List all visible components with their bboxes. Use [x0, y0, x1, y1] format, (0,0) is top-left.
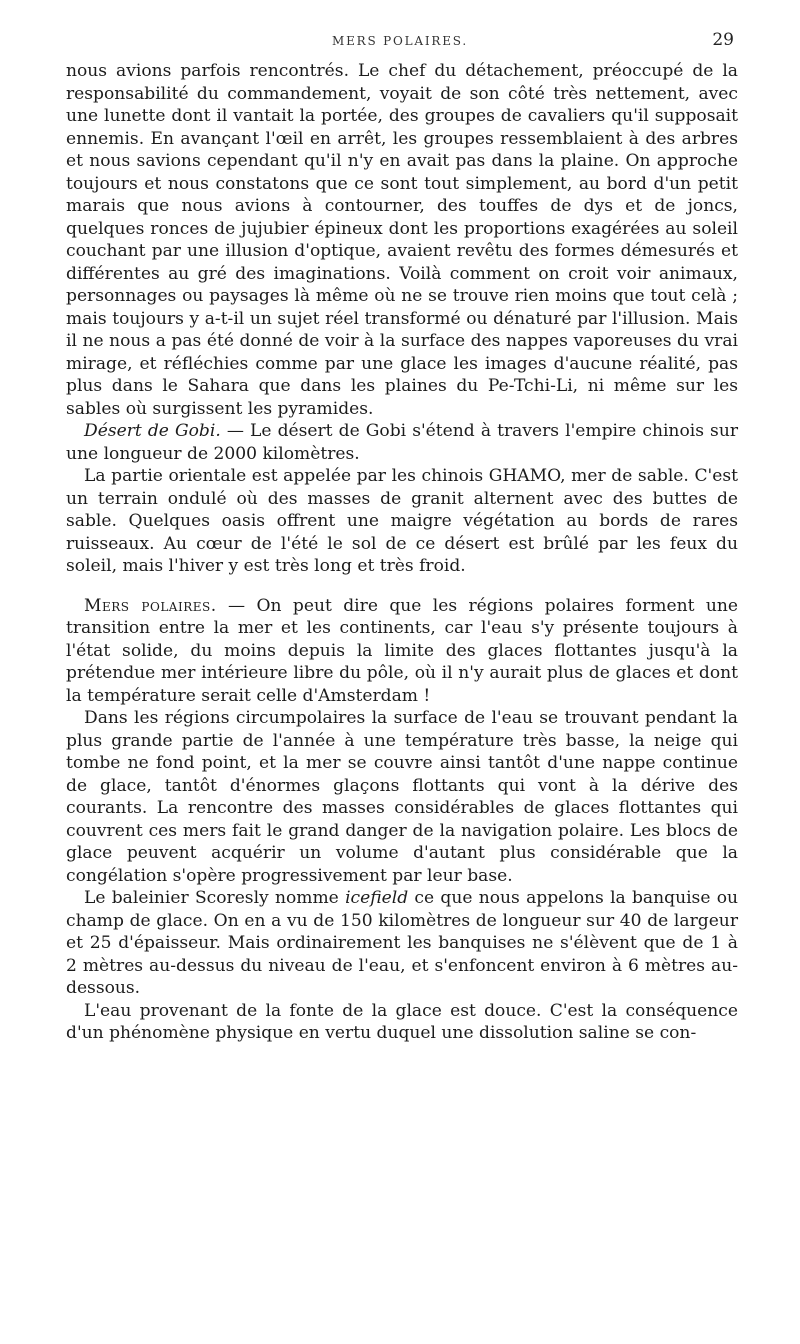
paragraph-text: — On peut dire que les régions polaires forment une transition entre la mer et les continents, car l'eau s'y présente toujours à l'état solide, du moins depuis la limite des glaces flottantes jusqu'à la prétendue mer intérieure libre du pôle, où il n'y aurait plus de glaces et dont la température serait celle d'Amsterdam !	[66, 595, 738, 706]
section-heading-mers-polaires: Mers polaires.	[84, 595, 217, 616]
paragraph	[66, 420, 738, 465]
paragraph	[66, 1000, 738, 1045]
paragraph-text: L'eau provenant de la fonte de la glace est douce. C'est la conséquence d'un phénomène physique en vertu duquel une dissolution saline se con-	[66, 1000, 738, 1043]
paragraph-text: Le baleinier Scoresly nomme	[84, 888, 346, 908]
paragraph-text: nous avions parfois rencontrés. Le chef du détachement, préoccupé de la responsabilité du commandement, voyait de son côté très nettement, avec une lunette dont il vantait la portée, des groupes de cavaliers qu'il supposait ennemis. En avançant l'œil en arrêt, les groupes ressemblaient à des arbres et nous savions cependant qu'il n'y en avait pas dans la plaine. On approche toujours et nous constatons que ce sont tout simplement, au bord d'un petit marais que nous avions à contourner, des touffes de dys et de joncs, quelques ronces de jujubier épineux dont les proportions exagérées au soleil couchant par une illusion d'optique, avaient revêtu des formes démesurés et différentes au gré des imaginations. Voilà comment on croit voir animaux, personnages ou paysages là même où ne se trouve rien moins que tout celà ; mais toujours y a-t-il un sujet réel transformé ou dénaturé par l'illusion. Mais il ne nous a pas été donné de voir à la surface des nappes vaporeuses du vrai mirage, et réfléchies comme par une glace les images d'aucune réalité, pas plus dans le Sahara que dans les plaines du Pe-Tchi-Li, ni même sur les sables où surgissent les pyramides.	[66, 61, 738, 419]
page-number: 29	[712, 30, 734, 50]
section-heading-gobi: Désert de Gobi.	[84, 421, 221, 441]
paragraph-text: — Le désert de Gobi s'étend à travers l'empire chinois sur une longueur de 2000 kilomètres.	[66, 421, 739, 464]
running-head	[66, 30, 734, 52]
paragraph	[66, 595, 738, 708]
paragraph	[66, 887, 738, 1000]
paragraph	[66, 465, 738, 578]
paragraph	[66, 60, 738, 420]
italic-term: icefield	[345, 888, 409, 908]
running-title: MERS POLAIRES.	[331, 34, 468, 48]
body-text	[66, 60, 738, 1045]
paragraph-text: La partie orientale est appelée par les chinois GHAMO, mer de sable. C'est un terrain ondulé où des masses de granit alternent avec des buttes de sable. Quelques oasis offrent une maigre végétation au bords de rares ruisseaux. Au cœur de l'été le sol de ce désert est brûlé par les feux du soleil, mais l'hiver y est très long et très froid.	[66, 466, 738, 576]
paragraph-text: Dans les régions circumpolaires la surface de l'eau se trouvant pendant la plus grande partie de l'année à une température très basse, la neige qui tombe ne fond point, et la mer se couvre ainsi tantôt d'une nappe continue de glace, tantôt d'énormes glaçons flottants qui vont à la dérive des courants. La rencontre des masses considérables de glaces flottantes qui couvrent ces mers fait le grand danger de la navigation polaire. Les blocs de glace peuvent acquérir un volume d'autant plus considérable que la congélation s'opère progressivement par leur base.	[66, 708, 738, 886]
paragraph-text: ce que nous appelons la banquise ou champ de glace. On en a vu de 150 kilomètres de longueur sur 40 de largeur et 25 d'épaisseur. Mais ordinairement les banquises ne s'élèvent que de 1 à 2 mètres au-dessus du niveau de l'eau, et s'enfoncent environ à 6 mètres au-dessous.	[66, 888, 739, 998]
paragraph	[66, 707, 738, 887]
